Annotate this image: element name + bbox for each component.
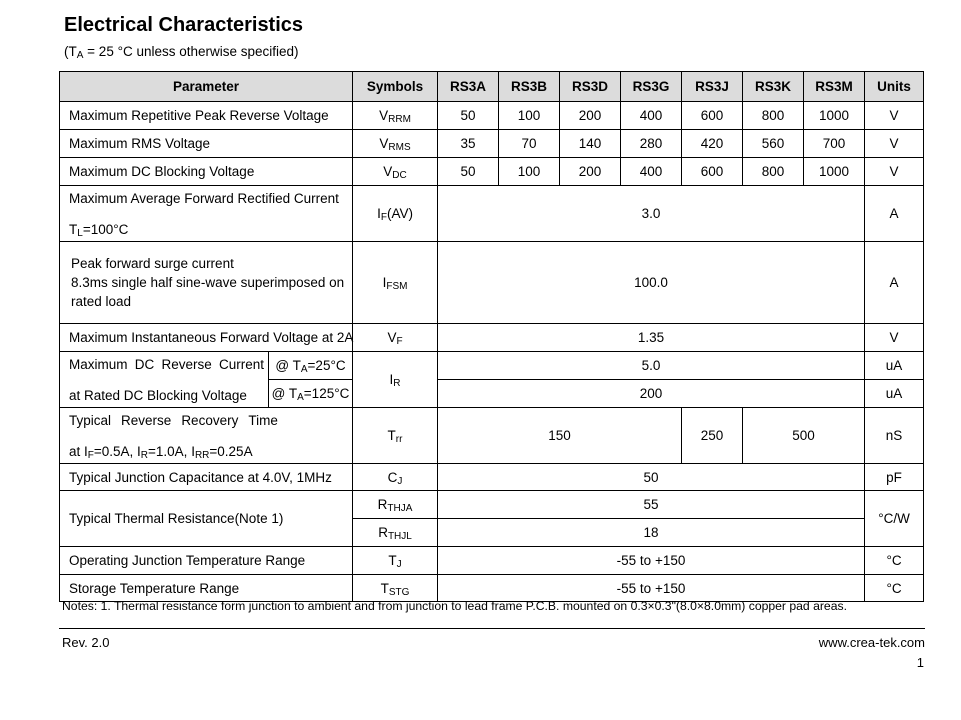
value-cell: 600	[682, 102, 743, 130]
word: Time	[248, 412, 278, 428]
param-line	[69, 411, 352, 430]
cond-sub: A	[297, 392, 304, 403]
cond-post: = 25 °C unless otherwise specified)	[83, 44, 299, 59]
col-part: RS3G	[621, 72, 682, 102]
notes: Notes: 1. Thermal resistance form junction to ambient and from junction to lead frame P.C.B. mounted on 0.3×0.3"(8.0×8.0mm) copper pad areas.	[62, 599, 847, 613]
sym: V	[383, 164, 393, 179]
cond-sub: R	[140, 449, 149, 461]
value-cell: 500	[743, 408, 865, 464]
symbol	[353, 575, 438, 602]
value-cell: 3.0	[438, 186, 865, 242]
col-part: RS3K	[743, 72, 804, 102]
cond-post: =25°C	[307, 358, 346, 373]
test-condition	[64, 44, 299, 59]
symbol	[353, 158, 438, 186]
sym: T	[388, 553, 397, 568]
param-label	[60, 242, 353, 324]
sym: R	[378, 525, 388, 540]
word: Maximum	[69, 356, 128, 372]
value-cell: 200	[560, 102, 621, 130]
value-cell: 150	[438, 408, 682, 464]
cond-sub: A	[76, 50, 84, 61]
param-line: Maximum Average Forward Rectified Current	[69, 190, 339, 206]
cond-sub: L	[77, 227, 83, 239]
param-label: Typical Junction Capacitance at 4.0V, 1MHz	[60, 464, 353, 491]
value-cell: 1.35	[438, 324, 865, 352]
sym: I	[389, 372, 394, 387]
sym-sub: R	[393, 378, 401, 389]
value-cell: 100	[499, 102, 560, 130]
value-cell: 800	[743, 102, 804, 130]
symbol	[353, 491, 438, 519]
sym: V	[379, 136, 389, 151]
page-title: Electrical Characteristics	[64, 14, 304, 36]
unit-cell: °C	[865, 575, 924, 602]
param-line: 8.3ms single half sine-wave superimposed on	[71, 275, 345, 290]
param-label: Storage Temperature Range	[60, 575, 353, 602]
param-line	[69, 355, 268, 374]
symbol	[353, 324, 438, 352]
table-row	[60, 130, 924, 158]
col-units: Units	[865, 72, 924, 102]
word: Recovery	[181, 412, 239, 428]
cond-pre: (T	[64, 44, 77, 59]
value-cell: -55 to +150	[438, 575, 865, 602]
col-part: RS3B	[499, 72, 560, 102]
electrical-characteristics-table	[59, 71, 924, 602]
sym: T	[387, 428, 396, 443]
sym-sub: F	[380, 212, 387, 223]
table-row	[60, 575, 924, 602]
word: DC	[134, 356, 155, 372]
unit-cell: °C/W	[865, 491, 924, 547]
col-symbols: Symbols	[353, 72, 438, 102]
value-cell: 800	[743, 158, 804, 186]
param-line: Peak forward surge current	[71, 256, 234, 271]
header-row	[60, 72, 924, 102]
col-part: RS3A	[438, 72, 499, 102]
unit-cell: V	[865, 324, 924, 352]
param-label	[60, 186, 353, 242]
param-label: Maximum Repetitive Peak Reverse Voltage	[60, 102, 353, 130]
param-condition	[69, 220, 352, 239]
ir-condition	[269, 380, 353, 408]
cond-sub: F	[87, 449, 94, 461]
table-row	[60, 408, 924, 464]
sym-sub: J	[396, 559, 402, 570]
symbol	[353, 547, 438, 575]
sym-sub: DC	[392, 170, 407, 181]
cond-post: =100°C	[82, 221, 129, 237]
cond-text: =0.25A	[209, 443, 253, 459]
value-cell: 50	[438, 158, 499, 186]
value-cell: 100.0	[438, 242, 865, 324]
sym-sub: STG	[388, 586, 410, 598]
unit-cell: V	[865, 130, 924, 158]
cond-text: at I	[69, 443, 88, 459]
sym: C	[387, 469, 398, 485]
sym-sub: RMS	[388, 142, 411, 153]
param-label	[60, 352, 269, 408]
cond-pre: @ T	[275, 358, 301, 373]
value-cell: 18	[438, 519, 865, 547]
unit-cell: °C	[865, 547, 924, 575]
unit-cell: V	[865, 102, 924, 130]
sym-post: (AV)	[386, 206, 413, 221]
value-cell: 70	[499, 130, 560, 158]
col-parameter: Parameter	[60, 72, 353, 102]
value-cell: 280	[621, 130, 682, 158]
sym: V	[379, 108, 389, 123]
cond-text: =0.5A, I	[93, 443, 141, 459]
cond-post: =125°C	[303, 386, 350, 401]
param-condition	[69, 442, 352, 461]
value-cell: 50	[438, 464, 865, 491]
value-cell: 140	[560, 130, 621, 158]
sym-sub: F	[396, 336, 403, 347]
value-cell: 400	[621, 158, 682, 186]
value-cell: 560	[743, 130, 804, 158]
word: Current	[218, 356, 264, 372]
sym-sub: FSM	[386, 281, 408, 292]
cond-pre: T	[69, 221, 78, 237]
param-line: at Rated DC Blocking Voltage	[69, 387, 247, 403]
param-label: Operating Junction Temperature Range	[60, 547, 353, 575]
value-cell: 250	[682, 408, 743, 464]
unit-cell: A	[865, 242, 924, 324]
value-cell: 5.0	[438, 352, 865, 380]
cond-sub: A	[300, 364, 308, 375]
footer-divider	[59, 628, 925, 629]
value-cell: 200	[560, 158, 621, 186]
value-cell: 100	[499, 158, 560, 186]
sym-sub: J	[397, 475, 403, 487]
value-cell: 35	[438, 130, 499, 158]
table-row	[60, 464, 924, 491]
table-row	[60, 158, 924, 186]
value-cell: -55 to +150	[438, 547, 865, 575]
revision: Rev. 2.0	[62, 635, 110, 650]
sym: R	[377, 497, 388, 512]
unit-cell: uA	[865, 380, 924, 408]
table-row	[60, 324, 924, 352]
param-label: Maximum DC Blocking Voltage	[60, 158, 353, 186]
value-cell: 700	[804, 130, 865, 158]
sym-sub: THJA	[387, 503, 413, 514]
symbol	[353, 408, 438, 464]
sym-sub: rr	[395, 434, 403, 445]
table-row	[60, 352, 924, 380]
sym: I	[382, 275, 387, 290]
value-cell: 600	[682, 158, 743, 186]
value-cell: 1000	[804, 158, 865, 186]
cond-text: =1.0A, I	[148, 443, 195, 459]
table-row	[60, 186, 924, 242]
col-part: RS3M	[804, 72, 865, 102]
unit-cell: nS	[865, 408, 924, 464]
symbol	[353, 186, 438, 242]
symbol	[353, 464, 438, 491]
param-label: Maximum RMS Voltage	[60, 130, 353, 158]
symbol	[353, 352, 438, 408]
unit-cell: pF	[865, 464, 924, 491]
sym: V	[387, 330, 397, 345]
website-link[interactable]: www.crea-tek.com	[818, 635, 925, 650]
value-cell: 200	[438, 380, 865, 408]
sym-sub: RRM	[388, 114, 411, 125]
table-row	[60, 491, 924, 519]
symbol	[353, 102, 438, 130]
param-label	[60, 408, 353, 464]
sym: T	[380, 580, 389, 596]
value-cell: 55	[438, 491, 865, 519]
col-part: RS3D	[560, 72, 621, 102]
param-label: Typical Thermal Resistance(Note 1)	[60, 491, 353, 547]
value-cell: 50	[438, 102, 499, 130]
value-cell: 1000	[804, 102, 865, 130]
param-label: Maximum Instantaneous Forward Voltage at 2A	[60, 324, 353, 352]
unit-cell: uA	[865, 352, 924, 380]
symbol	[353, 519, 438, 547]
page-number: 1	[916, 655, 924, 670]
value-cell: 400	[621, 102, 682, 130]
ir-condition	[269, 352, 353, 380]
unit-cell: V	[865, 158, 924, 186]
cond-sub: RR	[194, 449, 210, 461]
param-line: rated load	[71, 294, 132, 309]
cond-pre: @ T	[271, 386, 298, 401]
word: Reverse	[161, 356, 212, 372]
word: Reverse	[121, 412, 172, 428]
table-row	[60, 547, 924, 575]
table-row	[60, 102, 924, 130]
symbol	[353, 242, 438, 324]
symbol	[353, 130, 438, 158]
sym-sub: THJL	[387, 531, 412, 542]
value-cell: 420	[682, 130, 743, 158]
unit-cell: A	[865, 186, 924, 242]
col-part: RS3J	[682, 72, 743, 102]
sym: I	[377, 206, 381, 221]
table-row	[60, 242, 924, 324]
word: Typical	[69, 412, 112, 428]
